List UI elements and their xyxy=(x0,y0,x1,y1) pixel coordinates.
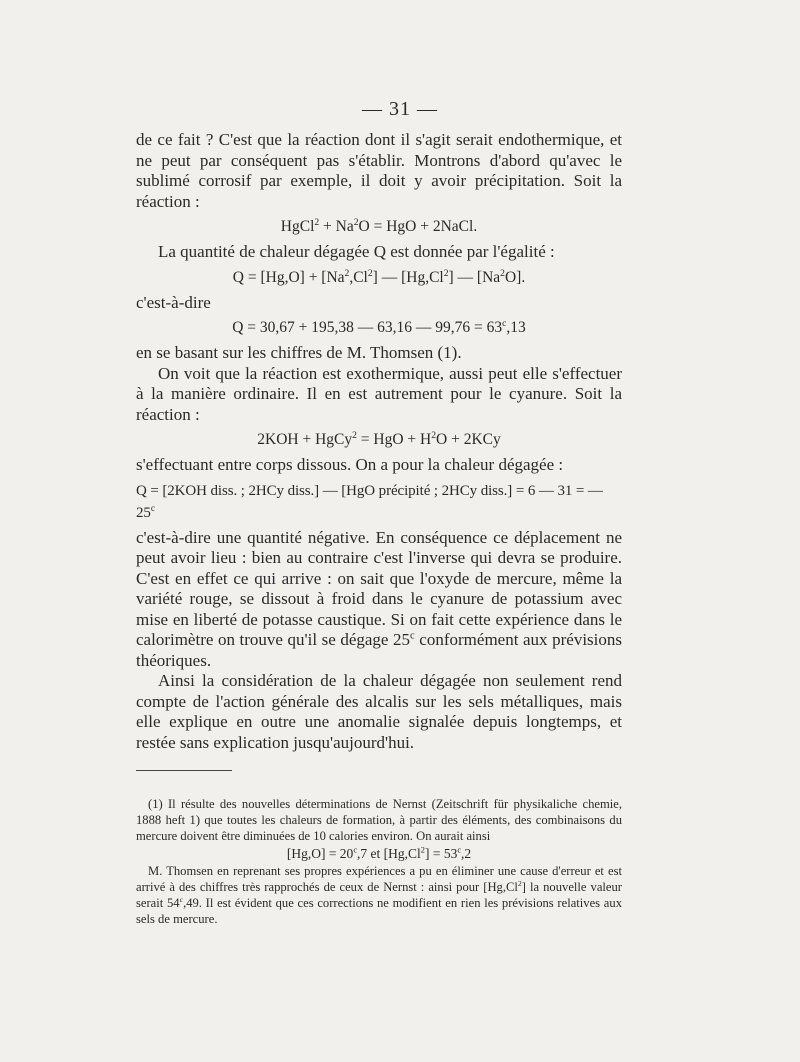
equation-cyanide-reaction: 2KOH + HgCy$^2$ = HgO + $H^2O + 2KCy$ xyxy=(257,429,501,448)
paragraph-2: La quantité de chaleur dégagée Q est donnée par l'égalité : xyxy=(158,242,555,261)
footnote-equation: $[Hg,O] = 20^c,7$ et $[Hg,Cl^2] = 53^c,2$ xyxy=(286,845,472,861)
equation-q-value: Q = 30,67 + 195,38 — 63,16 — $99,76 = 63^c,13$ xyxy=(232,317,526,336)
footnote-2: M. Thomsen en reprenant ses propres expériences a pu en éliminer une cause d'erreur et est arrivé à des chiffres très rapprochés de ceux de Nernst : ainsi pour [Hg,Cl$^2$] la nouvelle valeur serait 54$^c$,49. Il est évident que ces corrections ne modifient en rien les prévisions relatives aux sels de mercure. xyxy=(136,863,622,927)
paragraph-4: en se basant sur les chiffres de M. Thomsen (1). xyxy=(136,343,462,362)
paragraph-5: On voit que la réaction est exothermique, aussi peut elle s'effectuer à la manière ordinaire. Il en est autrement pour le cyanure. Soit la réaction : xyxy=(136,363,622,424)
page-number: — 31 — xyxy=(362,98,438,120)
paragraph-1: de ce fait ? C'est que la réaction dont il s'agit serait endothermique, et ne peut par conséquent pas s'établir. Montrons d'abord qu'avec le sublimé corrosif par exemple, il doit y avoir précipitation. Soit la réaction : xyxy=(136,130,622,211)
equation-q-definition: $Q = [Hg,O] + [Na^2,Cl^2]$ — [Hg,Cl$^2$] — [Na$^2$O]. xyxy=(232,267,526,286)
paragraph-7: c'est-à-dire une quantité négative. En conséquence ce déplacement ne peut avoir lieu : bien au contraire c'est l'inverse qui devra se produire. C'est en effet ce qui arrive : on sait que l'oxyde de mercure, même la variété rouge, se dissout à froid dans le cyanure de potassium avec mise en liberté de potasse caustique. Si on fait cette expérience dans le calorimètre on trouve qu'il se dégage 25$^c$ conformément aux prévisions théoriques. xyxy=(136,527,622,670)
footnotes xyxy=(136,796,622,928)
footnote-separator xyxy=(136,770,232,771)
body-text xyxy=(136,130,622,753)
equation-cyanide-heat: Q = [2KOH diss. ; 2HCy diss.] — [HgO précipité ; 2HCy diss.] = 6 — 31 = — 25$^c$ xyxy=(136,482,603,521)
paragraph-8: Ainsi la considération de la chaleur dégagée non seulement rend compte de l'action générale des alcalis sur les sels métalliques, mais elle explique en outre une anomalie signalée depuis longtemps, et restée sans explication jusqu'aujourd'hui. xyxy=(136,671,622,752)
equation-hgcl2-reaction: HgCl$^2$ + $Na^2O$ = HgO + 2NaCl. xyxy=(280,216,478,235)
paragraph-6: s'effectuant entre corps dissous. On a pour la chaleur dégagée : xyxy=(136,455,564,474)
paragraph-3: c'est-à-dire xyxy=(136,292,211,312)
footnote-1: (1) Il résulte des nouvelles déterminations de Nernst (Zeitschrift für physikaliche chemie, 1888 heft 1) que toutes les chaleurs de formation, à partir des éléments, des combinaisons du mercure doivent être diminuées de 10 calories environ. On aurait ainsi xyxy=(136,797,622,844)
